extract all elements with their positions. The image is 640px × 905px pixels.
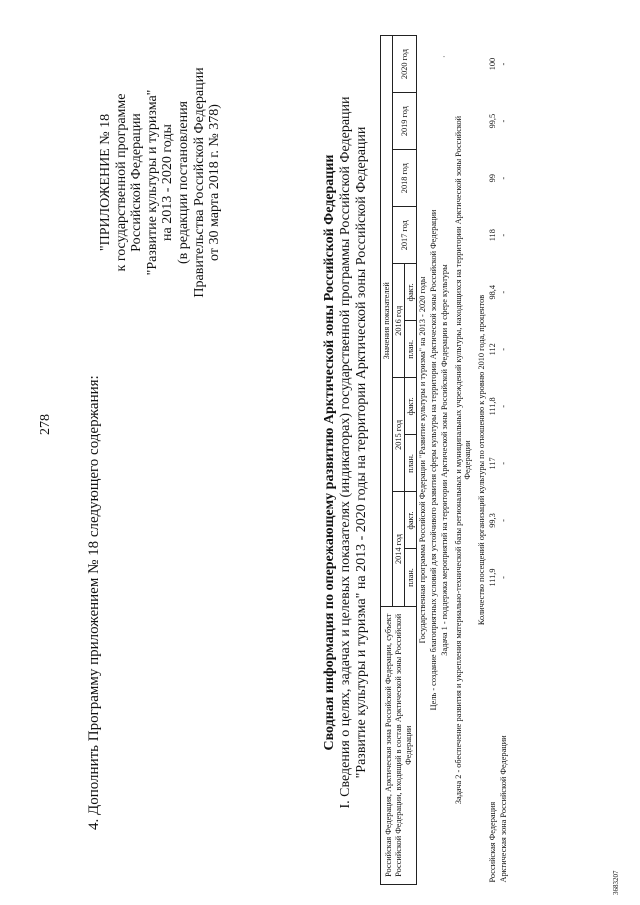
appendix-line: к государственной программе: [113, 93, 129, 272]
page-number: 278: [38, 414, 53, 435]
year-header-2018: 2018 год: [393, 150, 417, 207]
section-task-1: Задача 1 - поддержка мероприятий на территории Арктической зоны Российской Федерации в сфере культуры: [440, 264, 449, 656]
document-code: 3683207: [612, 870, 620, 895]
appendix-line: (в редакции постановления: [175, 100, 191, 265]
year-header-2020: 2020 год: [393, 36, 417, 93]
table-row: [487, 36, 498, 885]
cell-value: -: [499, 62, 508, 66]
appendix-line: на 2013 - 2020 годы: [160, 124, 176, 241]
cell-value: 111,9: [488, 568, 497, 587]
appendix-line: Правительства Российской Федерации: [191, 67, 207, 298]
plan-header: план.: [405, 435, 417, 492]
year-header-2015: 2015 год: [393, 378, 405, 492]
table-row: [498, 36, 509, 885]
appendix-line: "Развитие культуры и туризма": [144, 89, 160, 276]
fact-header: факт.: [405, 492, 417, 549]
fact-header: факт.: [405, 378, 417, 435]
appendix-heading: [98, 20, 223, 345]
cell-value: 98,4: [488, 285, 497, 300]
cell-value: 117: [488, 457, 497, 470]
fact-header: факт.: [405, 264, 417, 321]
cell-value: 99,3: [488, 513, 497, 528]
cell-value: -: [499, 576, 508, 579]
section-task-2: Задача 2 - обеспечение развития и укрепления материально-технической базы региональных и муниципальных учреждений культуры, находящихся на территории Арктической зоны Российской Федерации: [454, 115, 472, 805]
appendix-line: Российской Федерации: [129, 113, 145, 252]
document-title: Сводная информация по опережающему развитию Арктической зоны Российской Федерации: [322, 154, 337, 751]
cell-value: 118: [488, 229, 497, 242]
cell-value: -: [499, 290, 508, 294]
document-subtitle: [338, 0, 370, 905]
subtitle-line: "Развитие культуры и туризма" на 2013 - 2020 годы на территории Арктической зоны Российской Федерации: [354, 126, 369, 779]
cell-value: 111,8: [488, 397, 497, 416]
appendix-line: от 30 марта 2018 г. № 378): [207, 104, 223, 261]
row-label-russia: Российская Федерация: [488, 801, 497, 883]
cell-value: -: [499, 404, 508, 408]
year-header-2014: 2014 год: [393, 492, 405, 606]
stray-mark: ·: [440, 55, 449, 58]
cell-value: -: [499, 462, 508, 465]
cell-value: -: [499, 347, 508, 351]
cell-value: -: [499, 233, 508, 237]
cell-value: -: [499, 176, 508, 180]
indicators-table: [380, 35, 509, 885]
intro-text: 4. Дополнить Программу приложением № 18 следующего содержания:: [86, 375, 102, 830]
appendix-line: "ПРИЛОЖЕНИЕ № 18: [98, 113, 113, 252]
cell-value: 112: [488, 343, 497, 356]
subtitle-line: I. Сведения о целях, задачах и целевых показателях (индикаторах) государственной программы Российской Федерации: [338, 96, 353, 809]
section-program: Государственная программа Российской Федерации "Развитие культуры и туризма" на 2013 - 2020 годы: [418, 276, 427, 644]
cell-value: -: [499, 119, 508, 123]
row-header-cell: Российская Федерация, Арктическая зона Российской Федерации, субъект Российской Федерации, входящий в состав Арктической зоны Российской Федерации: [381, 606, 417, 884]
cell-value: 99,5: [488, 113, 497, 129]
cell-value: -: [499, 519, 508, 522]
year-header-2019: 2019 год: [393, 93, 417, 150]
plan-header: план.: [405, 549, 417, 606]
year-header-2016: 2016 год: [393, 264, 405, 378]
plan-header: план.: [405, 321, 417, 378]
row-label-arctic: Арктическая зона Российской Федерации: [499, 735, 508, 883]
cell-value: 100: [488, 57, 497, 71]
cell-value: 99: [488, 174, 497, 183]
section-indicator: Количество посещений организаций культуры по отношению к уровню 2010 года, процентов: [477, 294, 486, 626]
year-header-2017: 2017 год: [393, 207, 417, 264]
section-goal: Цель - создание благоприятных условий для устойчивого развития сферы культуры на территории Арктической зоны Российской Федерации: [429, 209, 438, 711]
values-header: Значения показателей: [381, 36, 393, 607]
